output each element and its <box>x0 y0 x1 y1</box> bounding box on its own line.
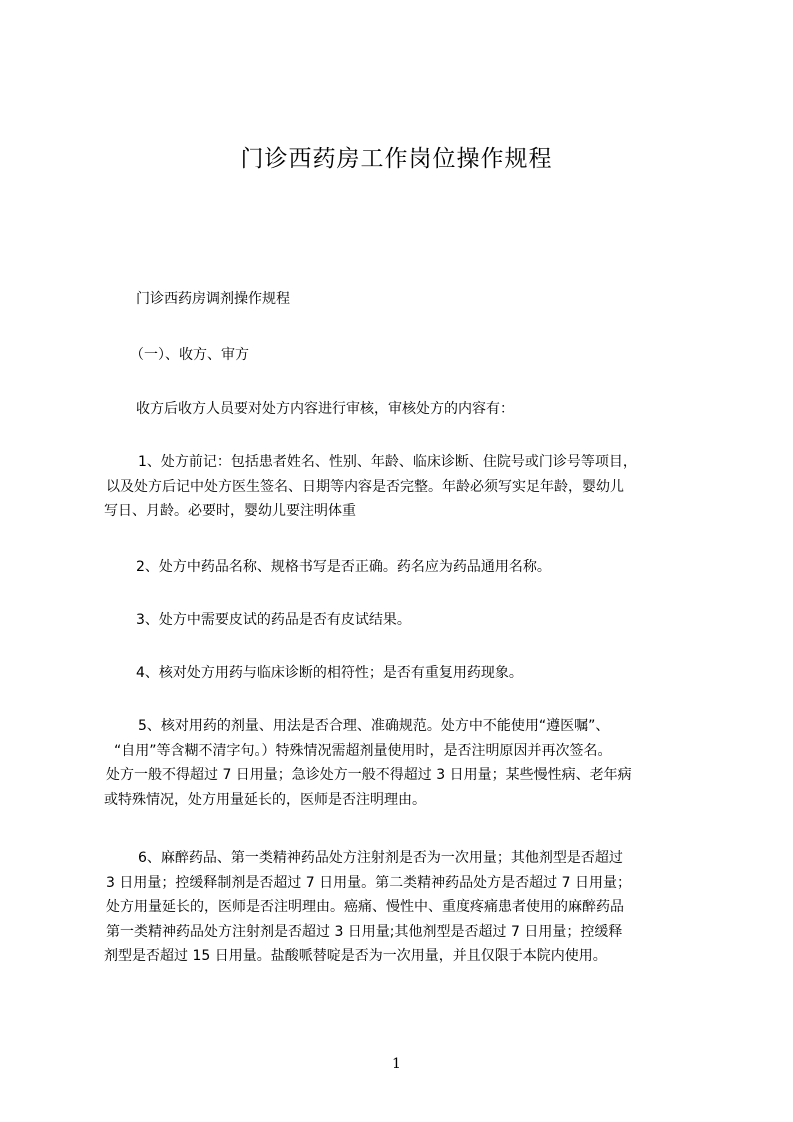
item-1 <box>104 450 702 524</box>
intro-paragraph: 收方后收方人员要对处方内容进行审核，审核处方的内容有： <box>136 401 514 417</box>
item-3: 3、处方中需要皮试的药品是否有皮试结果。 <box>136 612 411 628</box>
item-6-line-5: 剂型是否超过 15 日用量。盐酸哌替啶是否为一次用量，并且仅限于本院内使用。 <box>104 948 607 964</box>
item-6-line-4: 第一类精神药品处方注射剂是否超过 3 日用量;其他剂型是否超过 7 日用量；控缓释 <box>106 923 623 940</box>
item-2: 2、处方中药品名称、规格书写是否正确。药名应为药品通用名称。 <box>136 559 551 575</box>
item-6-line-1: 6、麻醉药品、第一类精神药品处方注射剂是否为一次用量；其他剂型是否超过 <box>138 850 623 866</box>
item-6-line-3: 处方用量延长的，医师是否注明理由。癌痛、慢性中、重度疼痛患者使用的麻醉药品 <box>106 899 624 915</box>
item-5-line-3: 处方一般不得超过 7 日用量；急诊处方一般不得超过 3 日用量；某些慢性病、老年病 <box>106 767 632 783</box>
section-heading: （一）、收方、审方 <box>130 347 249 363</box>
item-1-line-2: 以及处方后记中处方医生签名、日期等内容是否完整。年龄必须写实足年龄，婴幼儿 <box>106 478 624 495</box>
item-4: 4、核对处方用药与临床诊断的相符性；是否有重复用药现象。 <box>136 665 523 681</box>
item-5-line-1: 5、核对用药的剂量、用法是否合理、准确规范。处方中不能使用“遵医嘱”、 <box>138 718 610 734</box>
item-1-line-3: 写日、月龄。必要时，婴幼儿要注明体重 <box>104 503 356 519</box>
item-5 <box>104 714 702 812</box>
item-6 <box>104 846 702 969</box>
item-6-line-2: 3 日用量；控缓释制剂是否超过 7 日用量。第二类精神药品处方是否超过 7 日用量； <box>106 874 631 891</box>
document-title: 门诊西药房工作岗位操作规程 <box>240 146 553 172</box>
page-number: 1 <box>392 1056 401 1072</box>
subtitle: 门诊西药房调剂操作规程 <box>136 291 290 307</box>
item-5-line-2: “自用”等含糊不清字句。）特殊情况需超剂量使用时，是否注明原因并再次签名。 <box>114 742 612 759</box>
item-1-line-1: 1、处方前记：包括患者姓名、性别、年龄、临床诊断、住院号或门诊号等项目， <box>138 454 637 470</box>
item-5-line-4: 或特殊情况，处方用量延长的，医师是否注明理由。 <box>104 791 426 808</box>
